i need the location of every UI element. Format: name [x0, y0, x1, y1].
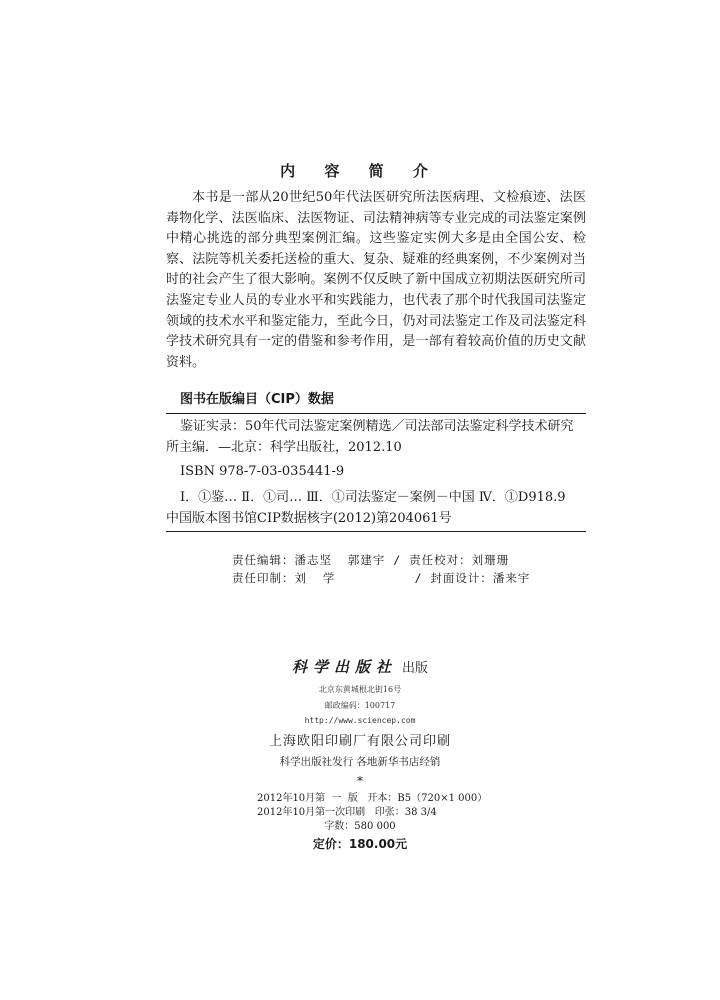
spec-word-count: 字数：580 000 [324, 821, 396, 832]
cip-line-2: 所主编．—北京：科学出版社，2012.10 [166, 440, 402, 455]
publisher-line [0, 656, 720, 677]
publisher-address: 北京东黄城根北街16号 [318, 685, 402, 694]
intro-paragraph: 本书是一部从20世纪50年代法医研究所法医病理、文检痕迹、法医毒物化学、法医临床、法医物证、司法精神病等专业完成的司法鉴定案例中精心挑选的部分典型案例汇编。这些鉴定实例大多是由全国公安、检察、法院等机关委托送检的重大、复杂、疑难的经典案例，不少案例对当时的社会产生了很大影响。案例不仅反映了新中国成立初期法医研究所司法鉴定专业人员的专业水平和实践能力，也代表了那个时代我国司法鉴定领域的技术水平和鉴定能力，至此今日，仍对司法鉴定工作及司法鉴定科学技术研究具有一定的借鉴和参考作用，是一部有着较高价值的历史文献资料。 [166, 190, 586, 370]
cip-classification: Ⅰ．①鉴… Ⅱ．①司… Ⅲ．①司法鉴定－案例－中国 Ⅳ．①D918.9 [180, 490, 566, 505]
cip-top-rule [166, 413, 586, 414]
publisher-postcode: 邮政编码：100717 [324, 701, 396, 710]
publisher-url: http://www.sciencep.com [304, 716, 416, 725]
spec-printing: 2012年10月第一次印刷 印张：38 3/4 [257, 807, 437, 818]
cip-number: 中国版本图书馆CIP数据核字(2012)第204061号 [166, 511, 452, 526]
cip-heading: 图书在版编目（CIP）数据 [180, 392, 334, 407]
cip-line-1: 鉴证实录：50年代司法鉴定案例精选／司法部司法鉴定科学技术研究 [180, 419, 574, 434]
intro-title: 内 容 简 介 [280, 162, 440, 180]
publisher-suffix: 出版 [402, 661, 429, 676]
printer-line: 上海欧阳印刷厂有限公司印刷 [268, 734, 451, 749]
intro-body [166, 188, 586, 373]
credits-line-2: 责任印制：刘 学 / 封面设计：潘来宇 [232, 571, 531, 585]
separator-star: * [357, 774, 363, 788]
credits-line-1: 责任编辑：潘志坚 郭建宇 / 责任校对：刘珊珊 [232, 553, 510, 567]
publisher-logo: 科学出版社 [291, 658, 397, 676]
spec-edition: 2012年10月第 一 版 开本：B5（720×1 000） [257, 793, 488, 804]
cip-bottom-rule [166, 531, 586, 532]
cip-isbn: ISBN 978-7-03-035441-9 [180, 464, 345, 479]
distribution-line: 科学出版社发行 各地新华书店经销 [279, 756, 441, 768]
price: 定价：180.00元 [312, 837, 408, 851]
